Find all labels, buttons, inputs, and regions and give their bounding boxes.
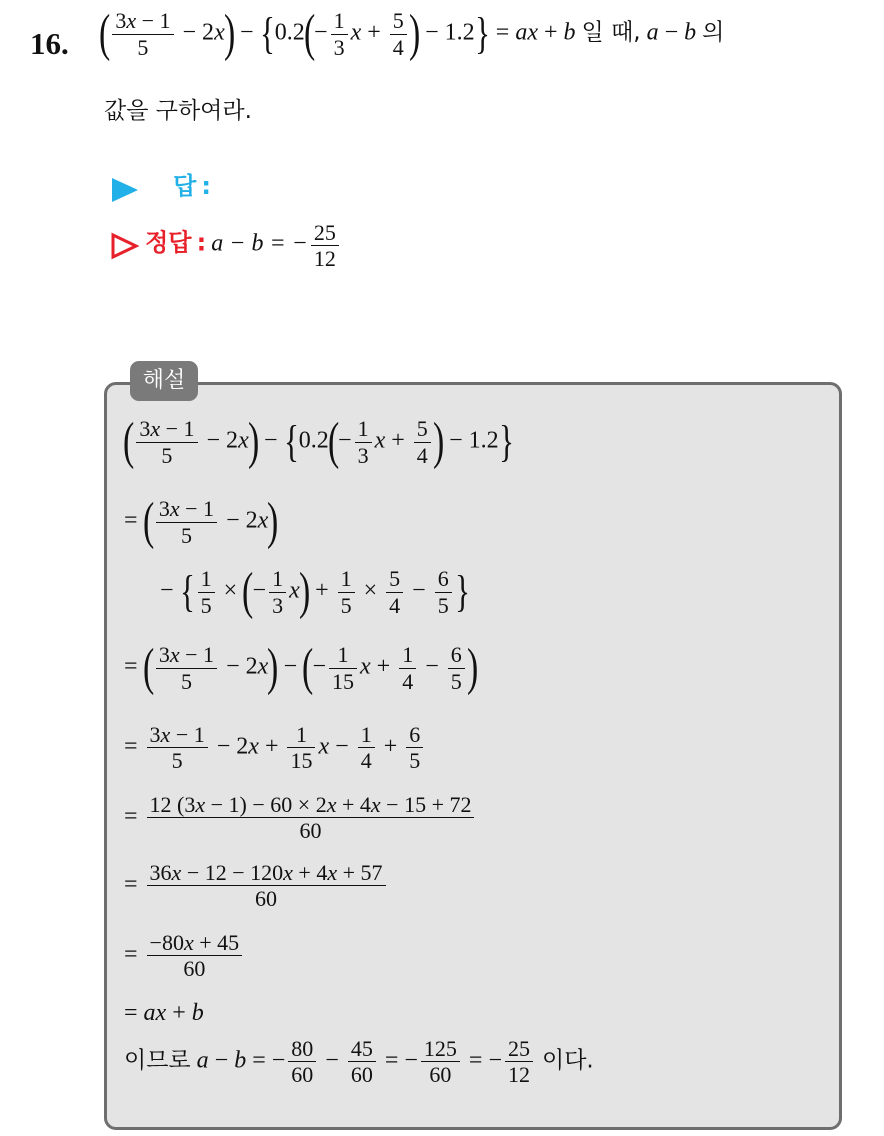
answer-label: 답 xyxy=(173,172,197,200)
problem-expression: ( $\frac{3x - 1}{5}$ − 2x) − {0.2(− $\frac{1}{3}$ x + $\frac{5}{4}$ ) − 1.2} = ax + b 일 때, a − b 의 xyxy=(99,5,725,62)
solution-step-5: = $\frac{3x - 1}{5}$ − 2x + $\frac{1}{15}$ x − $\frac{1}{4}$ + $\frac{6}{5}$ xyxy=(124,722,426,774)
problem-text-end: 의 xyxy=(702,19,725,46)
solution-conclusion: 이므로 a − b = − $\frac{80}{60}$ − $\frac{45}{60}$ = − $\frac{125}{60}$ = − $\frac{25}{12}$ 이다. xyxy=(124,1036,594,1088)
solution-step-6: = $\frac{12 (3x - 1) - 60 \times 2x + 4x - 15 + 72}{60}$ xyxy=(124,792,477,844)
solution-step-4: = ( $\frac{3x - 1}{5}$ − 2x) − (− $\frac{1}{15}$ x + $\frac{1}{4}$ − $\frac{6}{5}$ ) xyxy=(124,639,479,696)
solution-step-8: = $\frac{-80x + 45}{60}$ xyxy=(124,930,245,982)
problem-text-mid: 일 때, xyxy=(581,19,641,46)
answer-row: 답 : xyxy=(110,166,211,205)
solution-step-2: = ( $\frac{3x - 1}{5}$ − 2x) xyxy=(124,493,279,550)
solution-step-9: = ax + b xyxy=(124,1000,204,1026)
solution-step-7: = $\frac{36x - 12 - 120x + 4x + 57}{60}$ xyxy=(124,860,389,912)
problem-number: 16. xyxy=(30,26,69,61)
correct-answer-row: 정답 : a − b = − $\frac{25}{12}$ xyxy=(110,220,342,272)
play-outline-icon xyxy=(110,231,140,261)
play-filled-icon xyxy=(110,175,140,205)
problem-text-line2: 값을 구하여라. xyxy=(104,98,252,124)
solution-step-1: ( $\frac{3x - 1}{5}$ − 2x) − {0.2(− $\frac{1}{3}$ x + $\frac{5}{4}$ ) − 1.2} xyxy=(123,413,514,470)
correct-answer-label: 정답 xyxy=(145,228,192,257)
solution-step-3: − { $\frac{1}{5}$ × (− $\frac{1}{3}$ x) + $\frac{1}{5}$ × $\frac{5}{4}$ − $\frac{6}{5}$ } xyxy=(160,563,470,620)
correct-answer-value: a − b = − xyxy=(211,230,308,257)
solution-tag: 해설 xyxy=(130,361,198,401)
